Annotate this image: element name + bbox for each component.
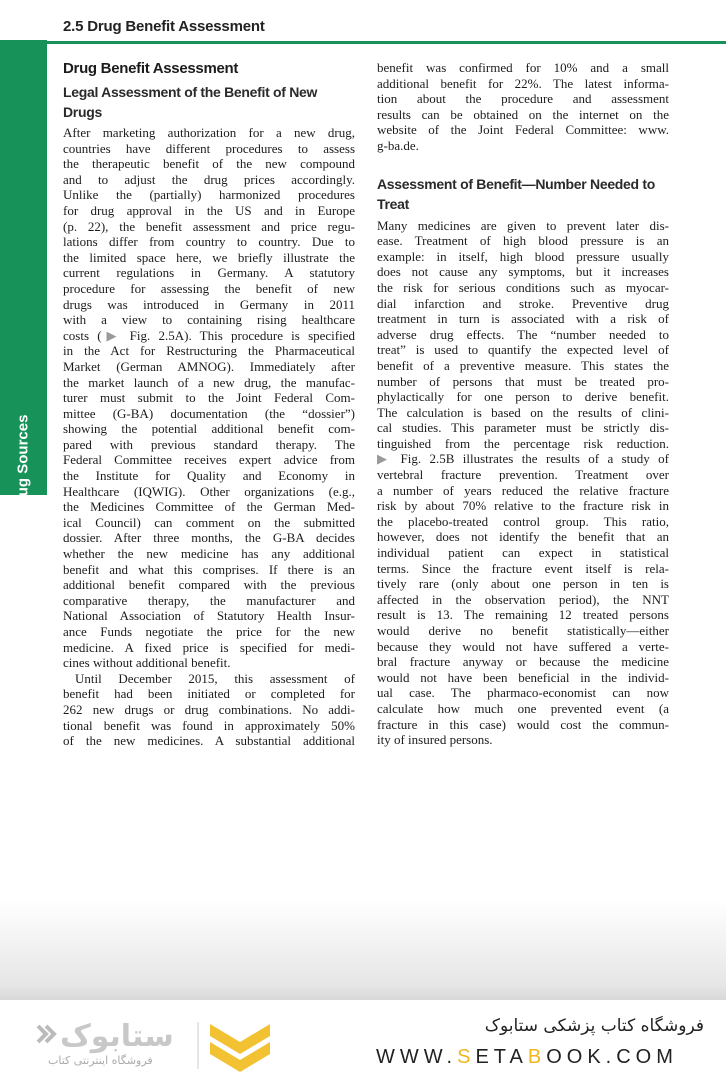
text-line: drugs was introduced in Germany in 2011 bbox=[63, 296, 355, 312]
text-line: countries have different procedures to assess bbox=[63, 140, 355, 156]
text-line: additional benefit compared with the previous bbox=[63, 577, 355, 593]
text-line: Market (German AMNOG). Immediately after bbox=[63, 358, 355, 374]
text-line: the Medicines Committee of the German Med- bbox=[63, 499, 355, 515]
subheading-line: Treat bbox=[377, 195, 409, 212]
text-line: and to adjust the drug prices accordingly. bbox=[63, 171, 355, 187]
text-line: of the new medicines. A substantial additional bbox=[63, 733, 355, 749]
header-rule bbox=[47, 41, 726, 44]
continuation-text bbox=[377, 60, 669, 154]
text-line: current regulations in Germany. A statutory bbox=[63, 265, 355, 281]
url-part: OOK.COM bbox=[546, 1046, 678, 1068]
text-line: individual patient can expect in statistical bbox=[377, 545, 669, 561]
text-line: benefit was confirmed for 10% and a small bbox=[377, 60, 669, 75]
text-line: g-ba.de. bbox=[377, 137, 419, 153]
text-line: in the Act for Restructuring the Pharmaceutical bbox=[63, 343, 355, 359]
logo-tagline: فروشگاه اینترنتی کتاب bbox=[48, 1054, 153, 1067]
text-line: risk by about 70% relative to the fracture risk in bbox=[377, 498, 669, 514]
figure-arrow-icon: ▶ bbox=[101, 327, 122, 343]
text-line: website of the Joint Federal Committee: www. bbox=[377, 122, 669, 138]
text-line: comparative therapy, the manufacturer and bbox=[63, 592, 355, 608]
text-line: the market launch of a new drug, the manufac- bbox=[63, 374, 355, 390]
text-line: does not cause any symptoms, but it increases bbox=[377, 264, 669, 280]
text-line: cines without additional benefit. bbox=[63, 655, 231, 671]
text-line: benefit had been initiated or completed for bbox=[63, 686, 355, 702]
text-line: the therapeutic benefit of the new compound bbox=[63, 156, 355, 172]
text-line: a number of years reduced the relative fracture bbox=[377, 482, 669, 498]
text-line: Unlike the (partially) harmonized procedures bbox=[63, 187, 355, 203]
text-line: dossier. After three months, the G-BA decides bbox=[63, 530, 355, 546]
text-line: calculate how much one prevented event (a bbox=[377, 700, 669, 716]
subheading bbox=[63, 82, 355, 122]
setabook-logo bbox=[30, 1014, 280, 1074]
right-body-text bbox=[377, 218, 669, 748]
text-line: tinguished from the percentage risk reduction. bbox=[377, 435, 669, 451]
text-line: additional benefit for 22%. The latest informa- bbox=[377, 75, 669, 91]
text-line: whether the new medicine has any additional bbox=[63, 546, 355, 562]
url-part: WWW. bbox=[376, 1046, 458, 1068]
svg-text:ستابوک: ستابوک bbox=[60, 1019, 174, 1054]
text-line: fracture in this case) would cost the commun- bbox=[377, 716, 669, 732]
running-head: 2.5 Drug Benefit Assessment bbox=[63, 18, 265, 35]
url-part: ETA bbox=[475, 1046, 528, 1068]
text-line: number of persons that must be treated pro- bbox=[377, 373, 669, 389]
text-line: terms. Since the fracture event itself is rela- bbox=[377, 560, 669, 576]
section-heading: Drug Benefit Assessment bbox=[63, 60, 239, 77]
text-line: vertebral fracture prevention. Treatment over bbox=[377, 467, 669, 483]
url-part-accent: S bbox=[457, 1046, 476, 1068]
text-line: the risk for serious conditions such as myocar- bbox=[377, 279, 669, 295]
text-line: the Institute for Quality and Economy in bbox=[63, 468, 355, 484]
store-name: فروشگاه کتاب پزشکی ستابوک bbox=[484, 1016, 704, 1036]
text-line: tion about the procedure and assessment bbox=[377, 91, 669, 107]
text-line: phylactically for one person to derive benefit. bbox=[377, 389, 669, 405]
text-line: ical Council) can comment on the submitted bbox=[63, 514, 355, 530]
text-line: bral fracture anyway or because the medicine bbox=[377, 654, 669, 670]
text-line: the limited space here, we briefly illustrate the bbox=[63, 249, 355, 265]
text-line: however, does not identify the benefit that an bbox=[377, 529, 669, 545]
left-body-text bbox=[63, 125, 355, 749]
text-line: showing the potential additional benefit com- bbox=[63, 421, 355, 437]
chapter-tab-label: 2 Drug Sources bbox=[14, 414, 32, 526]
text-line: 262 new drugs or drug combinations. No addi- bbox=[63, 701, 355, 717]
text-line: result is 13. The remaining 12 treated persons bbox=[377, 607, 669, 623]
text-line: (p. 22), the benefit assessment and price regu- bbox=[63, 218, 355, 234]
watermark-footer bbox=[0, 1000, 726, 1080]
text-line: The calculation is based on the results of clini- bbox=[377, 404, 669, 420]
text-line: example: in itself, high blood pressure usually bbox=[377, 248, 669, 264]
subheading-line: Drugs bbox=[63, 104, 102, 120]
text-line: the placebo-treated control group. This ratio, bbox=[377, 513, 669, 529]
text-line: procedure for assessing the benefit of new bbox=[63, 280, 355, 296]
chapter-side-tab bbox=[0, 40, 47, 526]
text-line: Many medicines are given to prevent later dis- bbox=[377, 217, 669, 233]
text-line: National Association of Statutory Health Insur- bbox=[63, 608, 355, 624]
text-line: lations differ from country to country. Due to bbox=[63, 234, 355, 250]
subheading-nnt bbox=[377, 174, 669, 214]
text-line: costs (▶ Fig. 2.5A). This procedure is specified bbox=[63, 327, 355, 343]
text-line: tional benefit was found in approximately 50% bbox=[63, 717, 355, 733]
text-line: turer must submit to the Joint Federal Com- bbox=[63, 390, 355, 406]
url-part-accent: B bbox=[527, 1046, 547, 1068]
subheading-line: Assessment of Benefit—Number Needed to bbox=[377, 175, 655, 192]
text-line: cal studies. This parameter must be strictly dis- bbox=[377, 420, 669, 436]
text-line: mittee (G-BA) documentation (the “dossier”) bbox=[63, 405, 355, 421]
text-line: pared with previous standard therapy. The bbox=[63, 436, 355, 452]
figure-arrow-icon: ▶ bbox=[377, 451, 393, 467]
text-line: because they would not have suffered a verte- bbox=[377, 638, 669, 654]
text-line: treat” is used to quantify the expected level of bbox=[377, 342, 669, 358]
text-line: After marketing authorization for a new drug, bbox=[63, 125, 355, 140]
text-line: with a view to containing rising healthcare bbox=[63, 312, 355, 328]
text-line: adverse drug effects. The “number needed to bbox=[377, 326, 669, 342]
store-url bbox=[376, 1046, 678, 1069]
text-line: treatment in turn is associated with a risk of bbox=[377, 311, 669, 327]
text-line: results can be obtained on the internet on the bbox=[377, 106, 669, 122]
text-line: would not have been beneficial in the individ- bbox=[377, 669, 669, 685]
text-line: benefit of a preventive measure. This states the bbox=[377, 357, 669, 373]
subheading-line: Legal Assessment of the Benefit of New bbox=[63, 84, 318, 100]
left-column bbox=[63, 59, 355, 749]
text-line: Until December 2015, this assessment of bbox=[75, 670, 355, 686]
text-line: ease. Treatment of high blood pressure is an bbox=[377, 233, 669, 249]
text-line: Federal Committee receives expert advice from bbox=[63, 452, 355, 468]
text-line: tively rare (only about one person in ten is bbox=[377, 576, 669, 592]
right-column bbox=[377, 60, 669, 748]
text-line: benefit and what this comprises. If there is an bbox=[63, 561, 355, 577]
text-line: would derive no benefit statistically—either bbox=[377, 623, 669, 638]
text-line: Healthcare (IQWIG). Other organizations (e.g., bbox=[63, 483, 355, 499]
text-line: ual case. The pharmaco-economist can now bbox=[377, 685, 669, 701]
text-line: ity of insured persons. bbox=[377, 732, 493, 748]
text-line: medicine. A fixed price is specified for medi- bbox=[63, 639, 355, 655]
text-line: ance Funds negotiate the price for the new bbox=[63, 624, 355, 639]
text-line: dial infarction and stroke. Preventive drug bbox=[377, 295, 669, 311]
text-line: affected in the observation period), the NNT bbox=[377, 591, 669, 607]
text-line: for drug approval in the US and in Europe bbox=[63, 202, 355, 218]
text-line: ▶ Fig. 2.5B illustrates the results of a study of bbox=[377, 451, 669, 467]
